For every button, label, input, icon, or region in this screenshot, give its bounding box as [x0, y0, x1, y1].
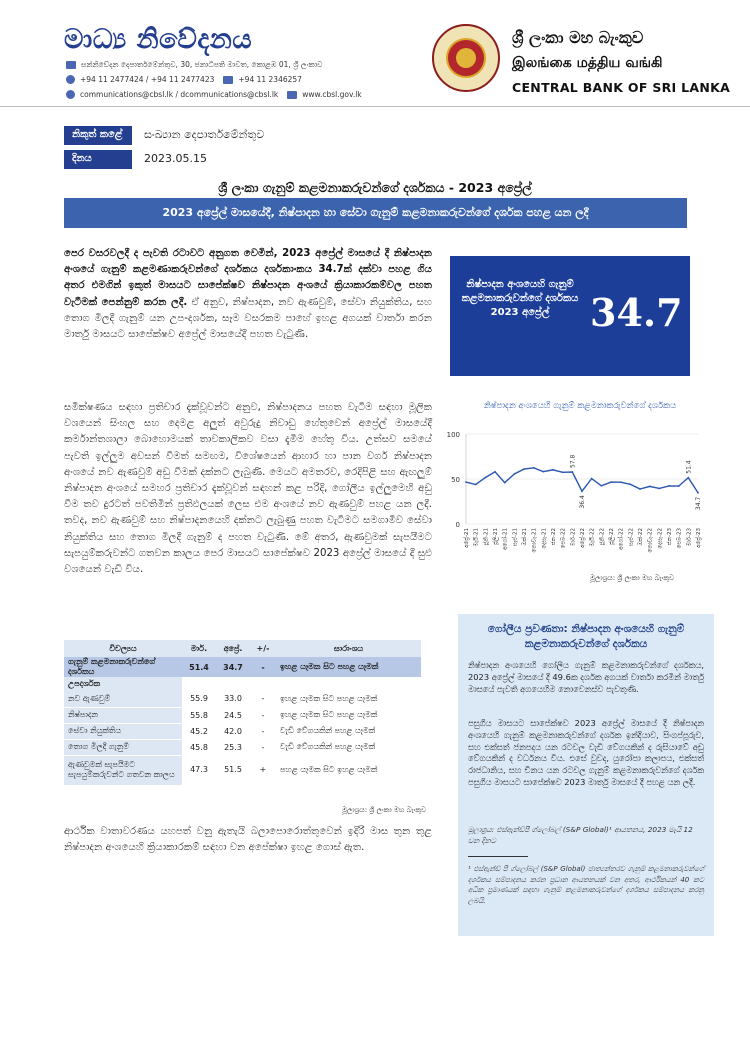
- data-point: [697, 492, 699, 494]
- global-paragraph-2: පසුගිය මාසයට සාපේක්ෂව 2023 අප්‍රේල් මාසයේ දී නිෂ්පාදන අංශයෙහි ගැනුම් කළමනාකරුවන්ගේ දර්ශක ඉන්දියාව, සිංගප්පූරුව, සහ එක්සත් ජනපදය යන රටවල වැඩි වේගයකින් ද රුසියාවේ අඩු වේගයකින් ද වර්ධනය විය. එසේ වුවද, යුරෝපා කලාපය, එක්සත් රාජධානිය, සහ චීනය යන රටවල ගැනුම් කළමනාකරුවන්ගේ දර්ශක පසුගිය මාසයට සාපේක්ෂව 2023 මාර්තු මාසයේ දී පහළ යන ලදී.: [468, 718, 704, 787]
- lion-emblem-icon: [456, 48, 476, 68]
- pmi-summary-table: [64, 640, 421, 786]
- x-tick-label: මාර්-23: [686, 528, 693, 547]
- data-point: [668, 485, 670, 487]
- address-text: සන්නිවේදන දෙපාර්තමේන්තුව, 30, ජනාධිපති මාවත, කොළඹ 01, ශ්‍රී ලංකාව: [81, 60, 323, 69]
- intro-bold-text: පෙර වසරවලදී ද පැවති රටාවට අනුගත වෙමින්, 2023 අප්‍රේල් මාසයේ දී නිෂ්පාදන අංශයේ ගැනුම් කළමණාකරුවන්ගේ දර්ශකය දර්ශකාංකය 34.7ක් දක්වා පහළ ගිය අතර එමගින් ඉකුත් මාසයට සාපේක්ෂව නිෂ්පාදන අංශයේ ක්‍රියාකාරකම්වල පහත වැටීමක් පෙන්නුම් කරන ලදී.: [64, 248, 432, 308]
- y-tick-label: 100: [446, 431, 460, 439]
- chart-title: නිෂ්පාදන අංශයෙහි ගැනුම් කළමනාකරුවන්ගේ දර්ශකය: [483, 401, 677, 411]
- x-tick-label: ජූනි-21: [483, 528, 490, 546]
- x-tick-label: අගෝ-21: [502, 528, 509, 550]
- fax-text: +94 11 2346257: [238, 75, 302, 84]
- data-point: [494, 471, 496, 473]
- row-sign: +: [250, 755, 276, 785]
- row-mar: 47.3: [182, 755, 216, 785]
- pmi-highlight-box: [450, 256, 690, 376]
- contact-phones: [66, 75, 302, 84]
- row-mar: 55.8: [182, 707, 216, 723]
- x-tick-label: සැප්-22: [628, 528, 635, 547]
- col-april: අප්‍රේ.: [216, 640, 250, 657]
- x-tick-label: පෙබ-23: [676, 528, 683, 549]
- x-tick-label: අප්‍රේ-21: [464, 528, 470, 548]
- table-subheader-row: [64, 677, 421, 691]
- x-tick-label: අප්‍රේ-22: [580, 528, 586, 548]
- x-tick-label: අප්‍රේ-23: [696, 528, 702, 548]
- data-point: [571, 471, 573, 473]
- x-tick-label: ඔක්-21: [522, 528, 528, 546]
- global-paragraph-1: නිෂ්පාදන අංශයෙහි ගෝලීය ගැනුම් කළමනාකරුවන්ගේ දර්ශකය, 2023 අප්‍රේල් මාසයේ දී 49.6ක දර්ශක අගයක් වාර්තා කරමින් මාර්තු මාසයේ පැවති අගයෙහිම නොවෙනස්ව පැවතුණි.: [468, 660, 704, 694]
- x-tick-label: ජූලි-22: [609, 528, 615, 545]
- global-footnote: ¹ එස්ඇන්ඩ් පී ග්ලෝබල් (S&P Global) ජාත්‍යන්තරව ගැනුම් කළමනාකරුවන්ගේ දර්ශකය සම්පාදනය කරන ප්‍රධාන ආයතනයක් වන අතර, ආර්ථිකයන් 40 කට අධික ප්‍රමාණයක් සඳහා ගැනුම් කළමනාකරුවන්ගේ දර්ශකය සම්පාදනය කරනු ලබයි.: [468, 865, 704, 905]
- footnote-rule: [468, 856, 528, 857]
- x-tick-label: මාර්-22: [570, 528, 577, 547]
- x-tick-label: ජූලි-21: [493, 528, 499, 545]
- row-name: ඇණවුමක් සැපයීමට සැපයුම්කරුවන්ට ගතවන කාලය: [64, 755, 182, 785]
- row-sign: -: [250, 723, 276, 739]
- press-release-title: මාධ්‍ය නිවේදනය: [64, 24, 253, 55]
- x-tick-label: නොවැ-21: [531, 528, 538, 553]
- phone-text: +94 11 2477424 / +94 11 2477423: [80, 75, 215, 84]
- data-point: [649, 485, 651, 487]
- row-summary: වැඩි වේගයකින් පහළ යෑමක්: [276, 739, 421, 755]
- data-point: [533, 467, 535, 469]
- subindices-label: උපදර්ශක: [64, 677, 182, 691]
- row-summary: ඉහළ යෑමක සිට පහළ යෑමක්: [276, 707, 421, 723]
- row-summary: වැඩි වේගයකින් පහළ යෑමක්: [276, 723, 421, 739]
- x-tick-label: ජන-22: [551, 528, 557, 546]
- data-point: [678, 485, 680, 487]
- mail-icon: [66, 61, 76, 69]
- x-tick-label: පෙබ-22: [560, 528, 567, 549]
- highlight-label: නිෂ්පාදන අංශයෙහි ගැනුම් කළමනාකරුවන්ගේ දර්ශකය 2023 අප්‍රේල්: [461, 279, 579, 318]
- website-link[interactable]: www.cbsl.gov.lk: [302, 90, 362, 99]
- chart-source: මූලාශ්‍රය: ශ්‍රී ලංකා මහ බැංකුව: [590, 574, 675, 582]
- row-apr: 33.0: [216, 691, 250, 707]
- data-point: [562, 471, 564, 473]
- table-headline-row: [64, 657, 421, 677]
- x-tick-label: ජූනි-22: [599, 528, 606, 546]
- row-summary: පහළ යෑමක සිට ඉහළ යෑමක්: [276, 755, 421, 785]
- bank-name-sinhala: ශ්‍රී ලංකා මහ බැංකුව: [512, 28, 644, 47]
- row-summary: ඉහළ යෑමක සිට පහළ යෑමක්: [276, 691, 421, 707]
- data-point: [504, 482, 506, 484]
- data-label: 34.7: [695, 496, 702, 511]
- bank-name-tamil: இலங்கை மத்திய வங்கி: [512, 55, 663, 71]
- data-point: [591, 478, 593, 480]
- row-apr: 24.5: [216, 707, 250, 723]
- table-header-row: [64, 640, 421, 657]
- outlook-paragraph: ආර්ථික වාතාවරණය යහපත් වනු ඇතැයි බලාපොරොත්තුවෙන් ඉදිරි මාස තුන තුළ නිෂ්පාදන අංශයෙහි ක්‍රියාකාරකම් සඳහා වන අපේක්ෂා ඉහළ ගොස් ඇත.: [64, 826, 432, 854]
- highlight-value: 34.7: [590, 290, 683, 335]
- row-apr: 25.3: [216, 739, 250, 755]
- document-heading: ශ්‍රී ලංකා ගැනුම් කළමනාකරුවන්ගේ දර්ශකය - 2023 අප්‍රේල්: [218, 180, 532, 195]
- row-mar: 45.8: [182, 739, 216, 755]
- phone-icon: [66, 75, 75, 84]
- issued-by-label: නිකුත් කළේ: [64, 126, 132, 145]
- global-trends-box: [458, 614, 714, 936]
- x-tick-label: මැයි-21: [473, 528, 480, 547]
- table-row: [64, 707, 421, 723]
- data-label: 36.4: [579, 495, 586, 509]
- data-label: 57.8: [569, 454, 577, 468]
- data-point: [475, 484, 477, 486]
- headline-summary: ඉහළ යෑමක සිට පහළ යෑමක්: [276, 657, 421, 677]
- data-point: [523, 468, 525, 470]
- data-point: [687, 477, 689, 479]
- header-divider: [0, 106, 750, 107]
- data-point: [600, 485, 602, 487]
- table-row: [64, 755, 421, 785]
- table-row: [64, 723, 421, 739]
- intro-rest-text: ඒ අනුව, නිෂ්පාදන, නව ඇණවුම්, සේවා නියුක්තිය, සහ තොග මිලදී ගැනුම් යන උප-දර්ශක, සෑම වසරකම පාහේ ඉහළ අගයක් වාර්තා කරන මාර්තු මාසයට සාපේක්ෂව අප්‍රේල් මාසයේදී පහත වැටුණි.: [64, 296, 432, 341]
- headline-name: ගැනුම් කළමනාකරුවන්ගේ දර්ශකය: [64, 657, 182, 677]
- col-summary: සාරාංශය: [276, 640, 421, 657]
- x-tick-label: නොවැ-22: [647, 528, 654, 553]
- data-point: [513, 473, 515, 475]
- fax-icon: [223, 76, 233, 84]
- data-point: [610, 481, 612, 483]
- email-link[interactable]: communications@cbsl.lk / dcommunications@cbsl.lk: [80, 90, 279, 99]
- col-variable: විචල්‍යය: [64, 640, 182, 657]
- row-name: තොග මිලදී ගැනුම්: [64, 739, 182, 755]
- data-point: [484, 477, 486, 479]
- row-mar: 45.2: [182, 723, 216, 739]
- data-point: [581, 490, 583, 492]
- headline-mar: 51.4: [182, 657, 216, 677]
- pmi-line-chart: [440, 424, 710, 574]
- col-march: මාර්.: [182, 640, 216, 657]
- data-point: [542, 471, 544, 473]
- row-sign: -: [250, 707, 276, 723]
- x-tick-label: අගෝ-22: [618, 528, 625, 550]
- x-tick-label: ජන-23: [667, 528, 673, 546]
- data-point: [465, 481, 467, 483]
- headline-sign: -: [250, 657, 276, 677]
- at-icon: [66, 90, 75, 99]
- row-name: නව ඇණවුම්: [64, 691, 182, 707]
- series-line: [466, 468, 698, 493]
- data-point: [629, 483, 631, 485]
- row-sign: -: [250, 739, 276, 755]
- x-tick-label: මැයි-22: [589, 528, 596, 547]
- row-sign: -: [250, 691, 276, 707]
- issued-by-value: සංඛ්‍යාන දෙපාර්තමේන්තුව: [144, 128, 265, 141]
- web-icon: [287, 91, 297, 99]
- row-name: නිෂ්පාදන: [64, 707, 182, 723]
- table-source: මූලාශ්‍රය: ශ්‍රී ලංකා මහ බැංකුව: [342, 806, 427, 814]
- row-name: සේවා නියුක්තිය: [64, 723, 182, 739]
- x-tick-label: දෙසැ-21: [541, 528, 548, 549]
- data-point: [552, 469, 554, 471]
- data-point: [658, 488, 660, 490]
- data-label: 51.4: [685, 460, 693, 474]
- contact-address: [66, 60, 322, 70]
- y-tick-label: 0: [455, 521, 460, 529]
- headline-apr: 34.7: [216, 657, 250, 677]
- cbsl-emblem-logo: [432, 24, 500, 92]
- global-trends-title: ගෝලීය ප්‍රවණතා: නිෂ්පාදන අංශයෙහි ගැනුම් කළමනාකරුවන්ගේ දර්ශකය: [487, 623, 685, 650]
- x-tick-label: ඔක්-22: [638, 528, 644, 546]
- table-row: [64, 691, 421, 707]
- intro-paragraph: [64, 246, 432, 343]
- global-source: මූලාශ්‍රය: එස්ඇන්ඩ්පී ග්ලෝබල් (S&P Global)¹ ආයතනය, 2023 මැයි 12 වන දිනට: [468, 825, 693, 845]
- contact-online: [66, 90, 362, 99]
- data-point: [620, 481, 622, 483]
- col-change: +/-: [250, 640, 276, 657]
- bank-name-english: CENTRAL BANK OF SRI LANKA: [512, 80, 731, 95]
- x-tick-label: සැප්-21: [512, 528, 519, 547]
- y-tick-label: 50: [451, 476, 460, 484]
- table-row: [64, 739, 421, 755]
- date-value: 2023.05.15: [144, 152, 207, 165]
- row-apr: 42.0: [216, 723, 250, 739]
- x-tick-label: දෙසැ-22: [657, 528, 664, 549]
- survey-paragraph: සමීක්ෂණය සඳහා ප්‍රතිචාර දැක්වූවන්ට අනුව, නිෂ්පාදනය පහත වැටීම සඳහා මූලික වශයෙන් සිංහල සහ දෙමළ අලුත් අවුරුදු නිවාඩු හේතුවෙන් අප්‍රේල් මාසයේදී කර්මාන්තශාලා බොහොමයක් තාවකාලිකව වසා දැමීම හේතු විය. උත්සව සමයේ පැවති ඉල්ලුම අවසන් වීමත් සමඟම, විශේෂයෙන් ආහාර හා පාන වර්ග නිෂ්පාදන අංශයේ නව ඇණවුම් අඩු වීමක් දක්නට ලැබුණි. මෙයට අමතරව, රෙදිපිළි සහ ඇඟලුම් නිෂ්පාදන අංශයේ සමහර ප්‍රතිචාර දැක්වූවන් සඳහන් කළ පරිදි, ගෝලීය ඉල්ලුමෙහි අඩු වීම තව දුරටත් පවතිමින් ප්‍රතිඵලයක් ලෙස එම අංශයේ නව ඇණවුම් පහළ යන ලදී. තවද, නව ඇණවුම් සහ නිෂ්පාදනයෙහි දක්නට ලැබුණු පහත වැටීමට සමගාමීව සේවා නියුක්තිය සහ තොග මිලදී ගැනුම් ද පහත වැටුණි. මේ අතර, ඇණවුමක් සැපයීමට සැපයුම්කරුවන්ට ගතවන කාලය පෙර මාසයට සාපේක්ෂව 2023 අප්‍රේල් මාසයේ දී සුළු වශයෙන් වැඩි විය.: [64, 402, 432, 576]
- row-apr: 51.5: [216, 755, 250, 785]
- date-label: දිනය: [64, 150, 132, 169]
- data-point: [639, 488, 641, 490]
- row-mar: 55.9: [182, 691, 216, 707]
- headline-banner: 2023 අප්‍රේල් මාසයේදී, නිෂ්පාදන හා සේවා ගැනුම් කළමනාකරුවන්ගේ දර්ශක පහළ යන ලදී: [64, 198, 687, 228]
